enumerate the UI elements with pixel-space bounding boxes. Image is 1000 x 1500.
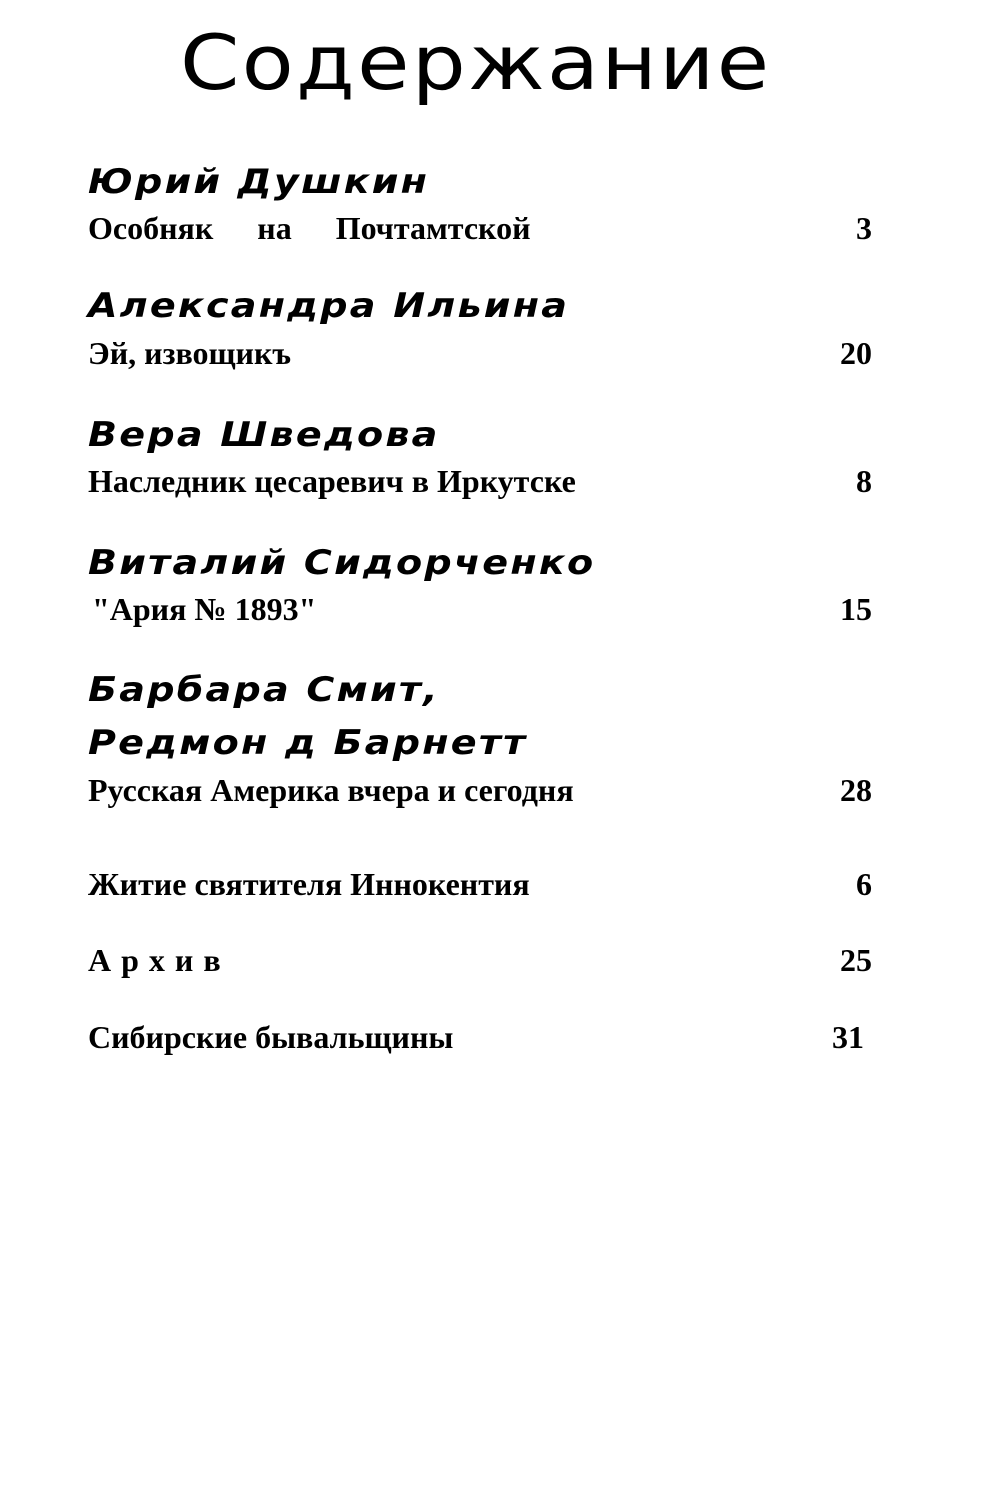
author-name: Барбара Смит, — [88, 670, 440, 710]
entry-title: Эй, извощикъ — [88, 335, 292, 371]
entry-page-number: 25 — [840, 942, 872, 978]
entry-page-number: 6 — [856, 866, 872, 902]
author-name: Виталий Сидорченко — [88, 543, 596, 583]
author-name: Редмон д Барнетт — [88, 723, 528, 763]
toc-entry — [88, 591, 872, 631]
entry-title: Особняк на Почтамтской — [88, 210, 531, 246]
entry-page-number: 15 — [840, 591, 872, 627]
author-name: Александра Ильина — [88, 286, 570, 326]
toc-entry — [88, 1019, 872, 1059]
entry-title: Сибирские бывальщины — [88, 1019, 454, 1055]
page-title: Содержание — [180, 18, 772, 107]
author-name: Юрий Душкин — [88, 162, 430, 202]
entry-title: Наследник цесаревич в Иркутске — [88, 463, 576, 499]
entry-title: "Ария № 1893" — [92, 591, 317, 627]
entry-title: Русская Америка вчера и сегодня — [88, 772, 574, 808]
entry-title: Житие святителя Иннокентия — [88, 866, 530, 902]
toc-entry — [88, 866, 872, 906]
entry-page-number: 8 — [856, 463, 872, 499]
author-name: Вера Шведова — [88, 415, 440, 455]
toc-entry — [88, 335, 872, 375]
entry-page-number: 31 — [832, 1019, 864, 1055]
entry-page-number: 28 — [840, 772, 872, 808]
toc-entry — [88, 772, 872, 812]
entry-title: Архив — [88, 942, 231, 978]
entry-page-number: 20 — [840, 335, 872, 371]
toc-entry — [88, 210, 872, 250]
toc-entry — [88, 942, 872, 982]
entry-page-number: 3 — [856, 210, 872, 246]
toc-entry — [88, 463, 872, 503]
